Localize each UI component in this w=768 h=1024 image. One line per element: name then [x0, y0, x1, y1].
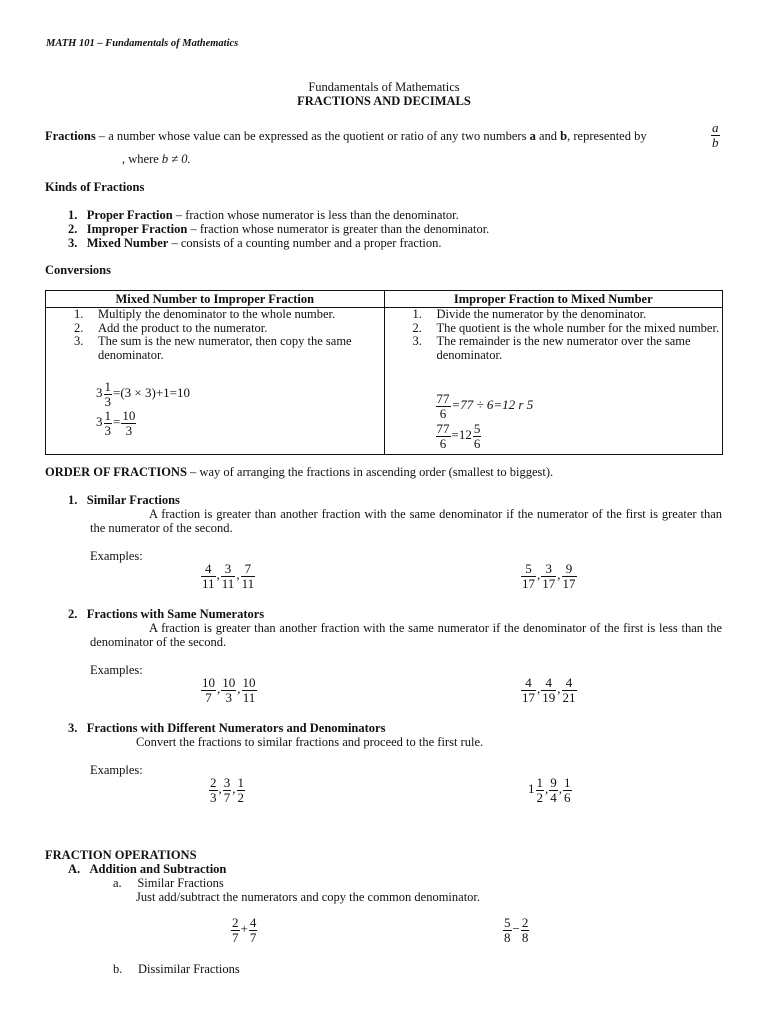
operations-heading: FRACTION OPERATIONS: [45, 848, 197, 862]
running-header: MATH 101 – Fundamentals of Mathematics: [46, 38, 239, 49]
order-1-examples-right: $\frac{5}{17}$ , $\frac{3}{17}$ , $\frac{9}{17}$: [522, 561, 576, 591]
order-3-examples-right: 1 $\frac{1}{2}$ , $\frac{9}{4}$ , $\frac{1}{6}$: [528, 775, 571, 805]
order-section-1-title: 1. Similar Fractions: [68, 493, 180, 507]
fraction: $\frac{1}{2}$: [536, 775, 543, 805]
left-column-header: Mixed Number to Improper Fraction: [46, 291, 385, 308]
right-column-cell: [384, 308, 723, 455]
fraction: $\frac{2}{3}$: [210, 775, 217, 805]
fraction: $\frac{4}{21}$: [562, 675, 576, 705]
conversions-table: [45, 290, 723, 455]
order-section-2-text: A fraction is greater than another fraction with the same numerator if the denominator of the first is less than the denominator of the second.: [90, 621, 722, 649]
examples-label-1: Examples:: [90, 549, 143, 563]
right-step: 3. The remainder is the new numerator over the same denominator.: [412, 334, 691, 362]
examples-label-3: Examples:: [90, 763, 143, 777]
order-1-examples-left: $\frac{4}{11}$ , $\frac{3}{11}$ , $\frac{7}{11}$: [202, 561, 255, 591]
fraction: $\frac{3}{17}$: [542, 561, 556, 591]
doc-title: FRACTIONS AND DECIMALS: [297, 94, 471, 108]
left-step: 1. Multiply the denominator to the whole number.: [74, 307, 336, 321]
kinds-heading: Kinds of Fractions: [45, 180, 145, 194]
kind-item: 1. Proper Fraction – fraction whose numerator is less than the denominator.: [68, 208, 459, 222]
operations-sub-a-title: a. Similar Fractions: [113, 876, 224, 890]
doc-subtitle: Fundamentals of Mathematics: [308, 80, 460, 94]
right-example-2: $\frac{77}{6}$ =12 $\frac{5}{6}$: [436, 421, 481, 451]
fraction: $\frac{4}{19}$: [542, 675, 556, 705]
fraction: $\frac{1}{2}$: [237, 775, 244, 805]
fraction: $\frac{9}{17}$: [562, 561, 576, 591]
fraction: $\frac{7}{11}$: [241, 561, 255, 591]
fraction: $\frac{1}{6}$: [564, 775, 571, 805]
operations-sub-b-title: b. Dissimilar Fractions: [113, 962, 240, 976]
order-section-2-title: 2. Fractions with Same Numerators: [68, 607, 265, 621]
fraction: $\frac{3}{7}$: [223, 775, 231, 805]
kinds-list: [68, 208, 489, 250]
fraction: $\frac{10}{7}$: [202, 675, 215, 705]
operations-sub-a-text: Just add/subtract the numerators and copy the common denominator.: [136, 890, 481, 904]
kind-item: 3. Mixed Number – consists of a counting number and a proper fraction.: [68, 236, 442, 250]
order-section-1-text: A fraction is greater than another fraction with the same denominator if the numerator of the first is greater than the numerator of the second.: [90, 507, 722, 535]
definition-fraction: $\frac{a}{b}$: [712, 120, 719, 150]
right-example-1: $\frac{77}{6}$ =77 ÷ 6=12 r 5: [436, 391, 534, 421]
left-step: 2. Add the product to the numerator.: [74, 320, 268, 335]
right-column-header: Improper Fraction to Mixed Number: [384, 291, 723, 308]
order-heading: ORDER OF FRACTIONS – way of arranging the fractions in ascending order (smallest to biggest).: [45, 465, 554, 479]
definition-condition: , where b ≠ 0.: [122, 152, 191, 166]
left-example-1: 3 $\frac{1}{3}$ =(3 × 3)+1=10: [96, 379, 190, 409]
order-section-3-title: 3. Fractions with Different Numerators and Denominators: [68, 721, 386, 735]
order-2-examples-right: $\frac{4}{17}$ , $\frac{4}{19}$ , $\frac{4}{21}$: [522, 675, 576, 705]
left-step: 3. The sum is the new numerator, then copy the same denominator.: [74, 334, 352, 362]
subtraction-example: $\frac{5}{8}$ − $\frac{2}{8}$: [504, 915, 529, 945]
fraction: $\frac{3}{11}$: [221, 561, 235, 591]
order-section-3-text: Convert the fractions to similar fractions and proceed to the first rule.: [136, 735, 484, 749]
fraction: $\frac{5}{17}$: [522, 561, 535, 591]
definition-term: Fractions: [45, 129, 96, 143]
order-3-examples-left: $\frac{2}{3}$ , $\frac{3}{7}$ , $\frac{1}{2}$: [210, 775, 244, 805]
examples-label-2: Examples:: [90, 663, 143, 677]
right-step: 1. Divide the numerator by the denominator.: [412, 307, 647, 321]
kind-item: 2. Improper Fraction – fraction whose numerator is greater than the denominator.: [68, 222, 490, 236]
fraction: $\frac{10}{3}$: [222, 675, 236, 705]
fraction-definition: Fractions – a number whose value can be expressed as the quotient or ratio of any two numbers a and b, represented by: [45, 129, 647, 143]
addition-example: $\frac{2}{7}$ + $\frac{4}{7}$: [232, 915, 257, 945]
left-column-cell: [46, 308, 385, 455]
left-example-2: 3 $\frac{1}{3}$ = $\frac{10}{3}$: [96, 408, 136, 438]
fraction: $\frac{4}{11}$: [202, 561, 215, 591]
right-step: 2. The quotient is the whole number for the mixed number.: [412, 320, 720, 335]
fraction: $\frac{10}{11}$: [242, 675, 256, 705]
order-2-examples-left: $\frac{10}{7}$ , $\frac{10}{3}$ , $\frac{10}{11}$: [202, 675, 256, 705]
fraction: $\frac{4}{17}$: [522, 675, 535, 705]
fraction: $\frac{9}{4}$: [550, 775, 557, 805]
conversions-heading: Conversions: [45, 263, 111, 277]
operations-a-title: A. Addition and Subtraction: [68, 862, 227, 876]
